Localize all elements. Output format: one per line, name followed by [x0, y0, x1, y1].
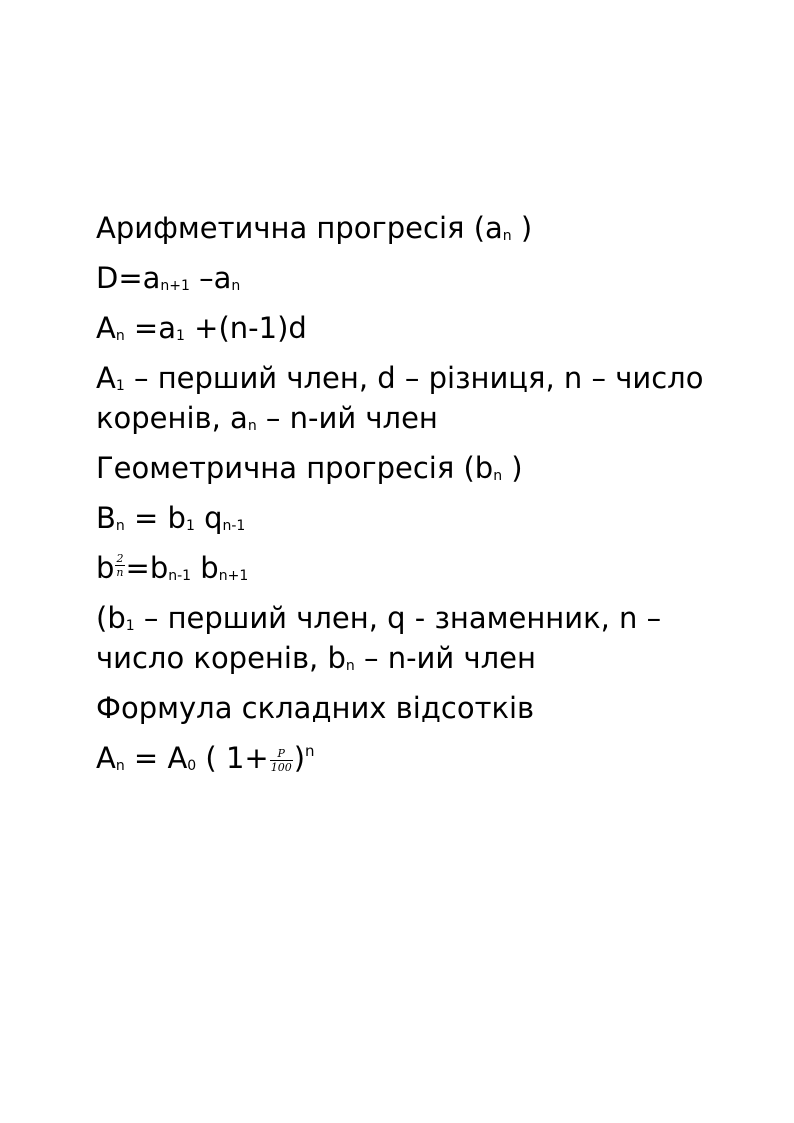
compound-fraction [270, 747, 293, 774]
arithmetic-legend [96, 358, 736, 438]
arithmetic-title [96, 208, 736, 248]
geometric-title-text: Геометрична прогресія (b [96, 451, 494, 485]
arithmetic-title-text: Арифметична прогресія (a [96, 211, 503, 245]
nth-sub1: n [115, 328, 125, 344]
geo-legend-sub2: n [345, 658, 355, 674]
geo-sq-b: b [96, 551, 115, 585]
geo-nth-mid: = b [124, 501, 186, 535]
geometric-nth-term-formula [96, 498, 736, 538]
compound-interest-title: Формула складних відсотків [96, 691, 535, 725]
geo-sq-sub2: n+1 [218, 568, 249, 584]
compound-open: ( 1+ [196, 741, 269, 775]
geometric-title [96, 448, 736, 488]
arithmetic-nth-term-formula [96, 308, 736, 348]
arithmetic-title-subscript: n [502, 228, 512, 244]
arithmetic-title-close: ) [511, 211, 533, 245]
arithmetic-difference-formula [96, 258, 736, 298]
arith-legend-text2: – n-ий член [256, 401, 438, 435]
diff-mid: –a [189, 261, 232, 295]
geometric-square-formula [96, 548, 736, 588]
geo-sq-fraction [115, 552, 124, 579]
geo-legend-text1: – перший член, q - знаменник, n – число коренів, b [96, 601, 662, 675]
compound-frac-den: 100 [270, 760, 292, 774]
diff-lhs: D=a [96, 261, 161, 295]
nth-mid: =a [124, 311, 177, 345]
compound-eq: = A [124, 741, 188, 775]
arith-legend-text1: – перший член, d – різниця, n – число коренів, a [96, 361, 704, 435]
geo-legend-sub1: 1 [125, 618, 135, 634]
compound-close: ) [293, 741, 306, 775]
geo-sq-den: n [116, 566, 124, 579]
geo-nth-sub2: 1 [185, 518, 195, 534]
compound-exponent: n [305, 742, 315, 760]
geo-legend-open: (b [96, 601, 126, 635]
arith-legend-a: A [96, 361, 116, 395]
geometric-title-close: ) [502, 451, 523, 485]
geo-nth-b: B [96, 501, 116, 535]
diff-sub1: n+1 [160, 278, 190, 294]
geo-sq-b2: b [191, 551, 219, 585]
diff-sub2: n [231, 278, 241, 294]
geo-nth-sub3: n-1 [222, 518, 246, 534]
nth-sub2: 1 [176, 328, 185, 344]
compound-sub2: 0 [187, 758, 197, 774]
geo-sq-eq: =b [125, 551, 169, 585]
compound-a: A [96, 741, 116, 775]
geo-sq-sub1: n-1 [168, 568, 192, 584]
geo-sq-num: 2 [116, 552, 124, 565]
nth-a: A [96, 311, 116, 345]
document-body [96, 208, 736, 788]
compound-sub1: n [115, 758, 125, 774]
geometric-legend [96, 598, 736, 678]
compound-interest-formula [96, 738, 736, 778]
geo-nth-q: q [194, 501, 223, 535]
compound-frac-num: P [270, 747, 293, 761]
arith-legend-sub2: n [247, 418, 257, 434]
nth-rest: +(n-1)d [184, 311, 307, 345]
geometric-title-subscript: n [493, 468, 503, 484]
arith-legend-sub1: 1 [115, 378, 125, 394]
geo-nth-sub1: n [115, 518, 125, 534]
geo-legend-text2: – n-ий член [354, 641, 536, 675]
